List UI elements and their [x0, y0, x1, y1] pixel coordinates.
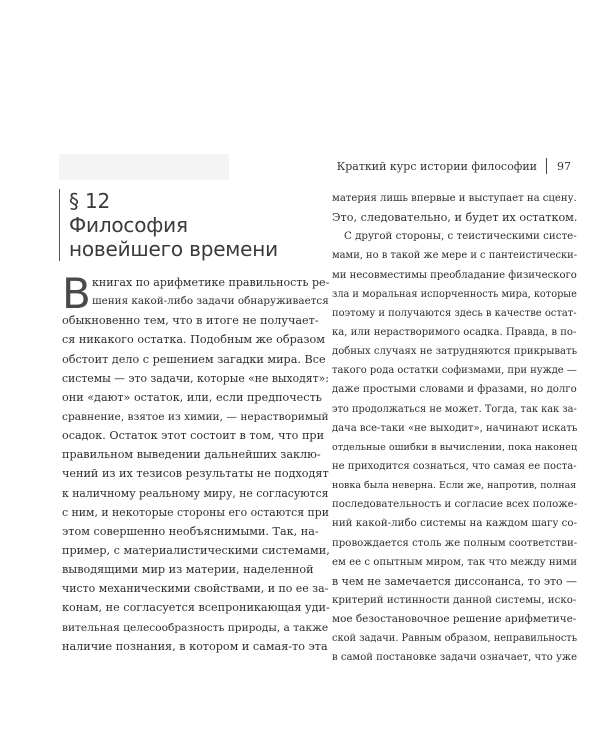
left-column-text [62, 269, 330, 656]
text-line: новка была неверна. Если же, напротив, полная [332, 480, 577, 492]
section-title-line-1: Философия [69, 213, 188, 237]
running-head-title: Краткий курс истории философии [336, 159, 537, 173]
text-line: вительная целесообразность природы, а также [62, 620, 329, 634]
text-line: книгах по арифметике правильность ре- [92, 276, 330, 289]
right-column-text [332, 189, 578, 668]
text-line: ской задачи. Равным образом, неправильность [332, 633, 578, 645]
text-line: системы — это задачи, которые «не выходят»: [62, 371, 329, 385]
text-line: ми несовместимы преобладание физического [332, 269, 577, 281]
text-line: этом совершенно необъяснимыми. Так, на- [62, 524, 319, 538]
page-number: 97 [557, 159, 571, 173]
text-line: шения какой-либо задачи обнаруживается [92, 295, 329, 308]
text-line: ем ее с опытным миром, так что между ними [332, 556, 577, 568]
text-line: последовательность и согласие всех положе- [332, 499, 578, 511]
text-line: дача все-таки «не выходит», начинают искать [332, 422, 578, 434]
section-heading [59, 189, 279, 261]
text-line: правильном выведении дальнейших заклю- [62, 448, 321, 462]
text-line: материя лишь впервые и выступает на сцену. [332, 193, 577, 204]
text-line: ний какой-либо системы на каждом шагу со- [332, 517, 578, 530]
text-line: даже простыми словами и фразами, но долго [332, 384, 577, 396]
text-line: это продолжаться не может. Тогда, так как за- [332, 403, 577, 415]
running-head [337, 158, 571, 174]
section-number: § 12 [69, 189, 111, 213]
text-line: пример, с материалистическими системами, [62, 543, 330, 557]
running-head-separator [546, 158, 547, 174]
text-line: поэтому и получаются здесь в качестве остат- [332, 307, 577, 319]
text-line: чений из их тезисов результаты не подходят [62, 467, 329, 481]
text-line: С другой стороны, с теистическими систе- [344, 230, 577, 243]
text-line: Это, следовательно, и будет их остатком. [332, 211, 578, 225]
text-line: такого рода остатки софизмами, при нужде — [332, 365, 577, 377]
text-line: ся никакого остатка. Подобным же образом [62, 333, 325, 347]
text-line: с ним, и некоторые стороны его остаются при [62, 505, 329, 519]
text-line: не приходится сознаться, что самая ее поста- [332, 460, 577, 472]
text-line: зла и моральная испорченность мира, которые [332, 288, 577, 300]
drop-cap: В [62, 269, 91, 318]
text-line: они «дают» остаток, или, если предпочесть [62, 390, 322, 404]
text-line: обыкновенно тем, что в итоге не получает- [62, 314, 319, 328]
text-line: наличие познания, в котором и самая-то эта [62, 639, 328, 653]
text-line: ка, или нерастворимого осадка. Правда, в по- [332, 326, 577, 338]
header-band [59, 154, 229, 180]
text-line: отдельные ошибки в вычислении, пока наконец [332, 441, 578, 453]
text-line: критерий истинности данной системы, иско- [332, 594, 577, 606]
text-line: добных случаях не затрудняются прикрывать [332, 346, 578, 358]
text-line: осадок. Остаток этот состоит в том, что при [62, 429, 325, 443]
text-line: мами, но в такой же мере и с пантеистически- [332, 250, 578, 262]
text-line: провождается столь же полным соответстви- [332, 537, 578, 549]
text-line: обстоит дело с решением загадки мира. Все [62, 352, 326, 366]
text-line: мое безостановочное решение арифметиче- [332, 613, 577, 626]
text-line: в чем не замечается диссонанса, то это — [332, 574, 577, 588]
text-line: сравнение, взятое из химии, — нерастворимый [62, 409, 329, 423]
text-line: в самой постановке задачи означает, что уже [332, 652, 578, 664]
text-line: к наличному реальному миру, не согласуются [62, 486, 329, 500]
text-line: чисто механическими свойствами, и по ее за- [62, 582, 329, 596]
text-line: конам, не согласуется всепроникающая уди- [62, 601, 330, 615]
section-title-line-2: новейшего времени [69, 237, 278, 261]
text-line: выводящими мир из материи, наделенной [62, 563, 314, 577]
